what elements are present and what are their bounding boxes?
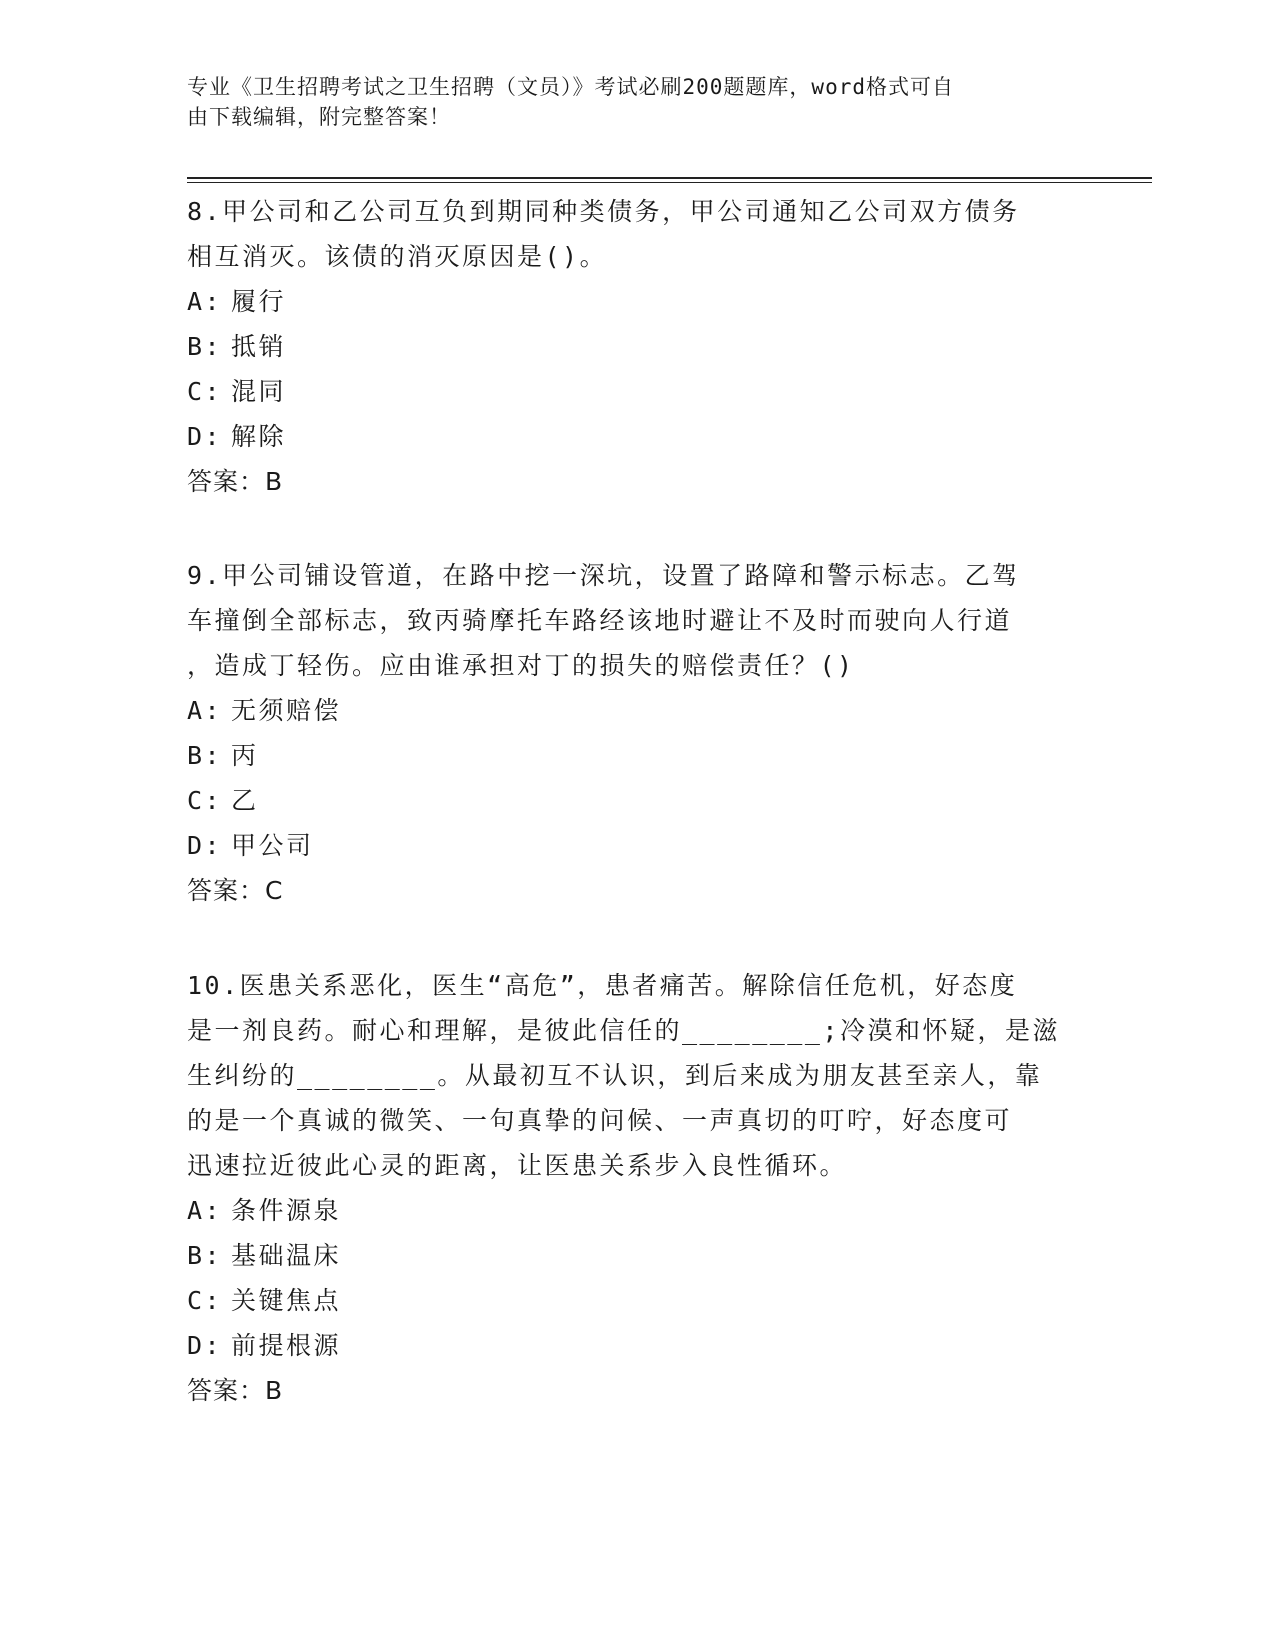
option-a [187,279,1067,324]
answer-line: 答案：C [187,876,284,905]
document-header [187,72,1067,132]
option-b [187,324,1067,369]
option-text: 解除 [231,422,287,451]
option-key: B: [187,1241,223,1270]
option-key: A: [187,287,223,316]
option-key: C: [187,786,223,815]
question-10 [187,963,1067,1413]
question-stem-line: 相互消灭。该债的消灭原因是()。 [187,242,608,271]
option-c [187,1278,1067,1323]
option-text: 前提根源 [231,1331,342,1360]
option-key: D: [187,422,223,451]
option-b [187,733,1067,778]
option-c [187,778,1067,823]
option-text: 无须赔偿 [231,696,342,725]
option-c [187,369,1067,414]
option-text: 关键焦点 [231,1286,342,1315]
option-text: 混同 [231,377,287,406]
option-text: 乙 [231,786,259,815]
option-key: B: [187,332,223,361]
option-text: 条件源泉 [231,1196,342,1225]
question-stem-line: ，造成丁轻伤。应由谁承担对丁的损失的赔偿责任？() [187,651,855,680]
header-divider-thick [187,177,1152,179]
option-d [187,823,1067,868]
header-line-1: 专业《卫生招聘考试之卫生招聘（文员）》考试必刷200题题库，word格式可自 [187,75,954,99]
option-text: 基础温床 [231,1241,342,1270]
question-stem-line: 9.甲公司铺设管道，在路中挖一深坑，设置了路障和警示标志。乙驾 [187,561,1020,590]
answer-line: 答案：B [187,467,284,496]
option-key: B: [187,741,223,770]
header-divider-thin [187,182,1152,183]
question-stem-line: 的是一个真诚的微笑、一句真挚的问候、一声真切的叮咛，好态度可 [187,1106,1013,1135]
option-key: D: [187,1331,223,1360]
option-key: D: [187,831,223,860]
option-a [187,688,1067,733]
option-b [187,1233,1067,1278]
option-d [187,1323,1067,1368]
option-text: 甲公司 [231,831,314,860]
option-text: 抵销 [231,332,287,361]
option-text: 丙 [231,741,259,770]
question-stem-line: 10.医患关系恶化，医生“高危”，患者痛苦。解除信任危机，好态度 [187,971,1018,1000]
question-stem-line: 车撞倒全部标志，致丙骑摩托车路经该地时避让不及时而驶向人行道 [187,606,1013,635]
option-a [187,1188,1067,1233]
option-key: C: [187,1286,223,1315]
option-text: 履行 [231,287,287,316]
option-key: A: [187,696,223,725]
question-stem-line: 生纠纷的________。从最初互不认识，到后来成为朋友甚至亲人，靠 [187,1061,1043,1090]
option-key: C: [187,377,223,406]
question-8 [187,189,1067,504]
answer-line: 答案：B [187,1376,284,1405]
option-key: A: [187,1196,223,1225]
question-9 [187,553,1067,913]
question-stem-line: 迅速拉近彼此心灵的距离，让医患关系步入良性循环。 [187,1151,848,1180]
question-stem-line: 8.甲公司和乙公司互负到期同种类债务，甲公司通知乙公司双方债务 [187,197,1020,226]
option-d [187,414,1067,459]
header-line-2: 由下载编辑，附完整答案！ [187,105,451,129]
question-stem-line: 是一剂良药。耐心和理解，是彼此信任的________;冷漠和怀疑，是滋 [187,1016,1060,1045]
